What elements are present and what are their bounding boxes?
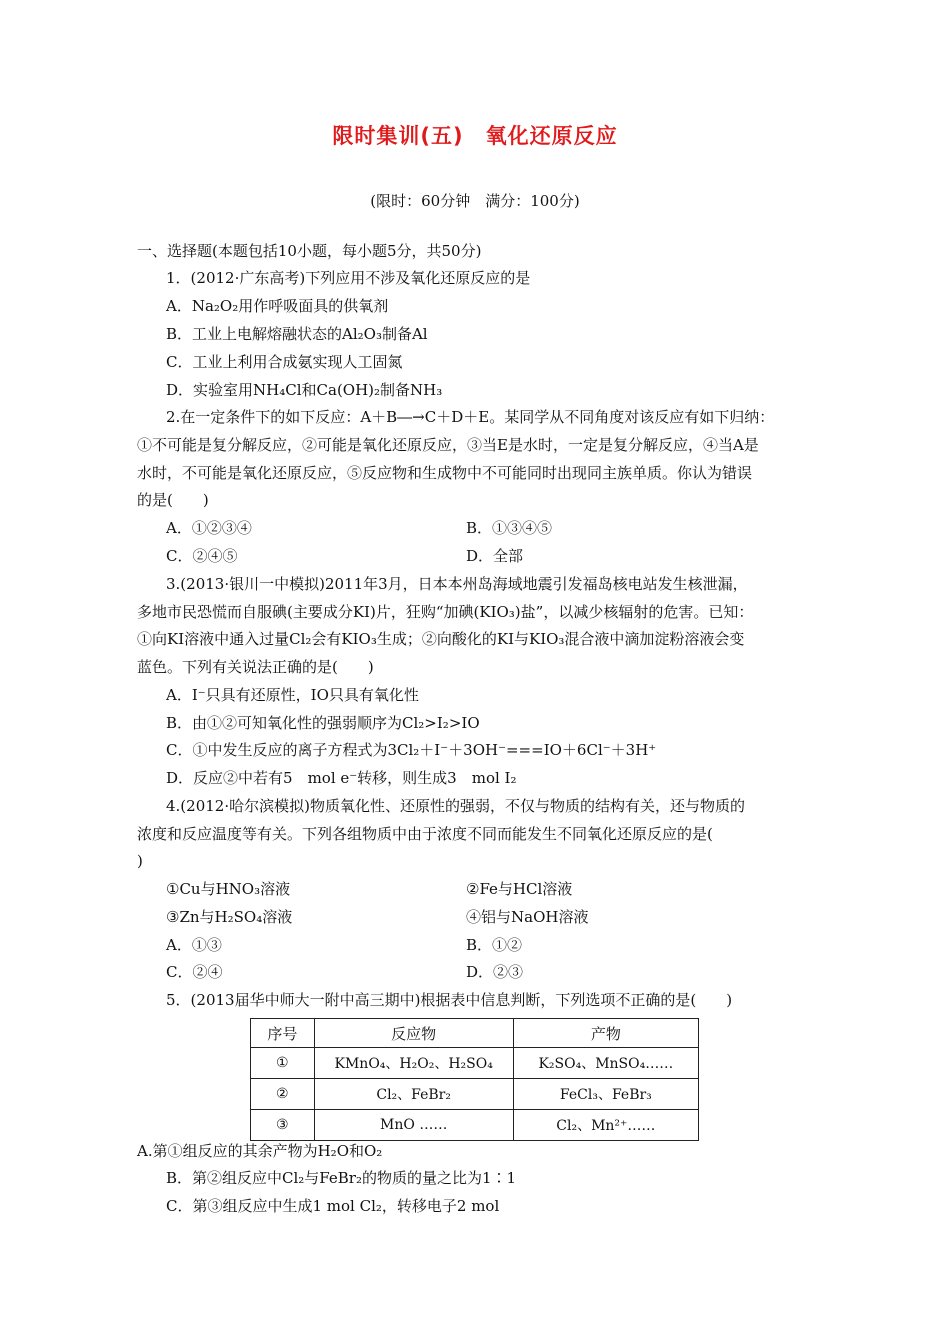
q3-option-d: D．反应②中若有5 mol e⁻转移，则生成3 mol I₂ <box>166 769 517 787</box>
q2-line-4: 的是( ) <box>137 491 209 509</box>
table-header-cell: 序号 <box>251 1019 315 1048</box>
q1-option-c: C．工业上利用合成氨实现人工固氮 <box>166 353 403 371</box>
q5-option-c: C．第③组反应中生成1 mol Cl₂，转移电子2 mol <box>166 1197 500 1215</box>
q2-option-b: B．①③④⑤ <box>466 519 553 537</box>
q2-line-2: ①不可能是复分解反应，②可能是氧化还原反应，③当E是水时，一定是复分解反应，④当A是 <box>137 436 759 454</box>
q4-item-4: ④铝与NaOH溶液 <box>466 908 589 926</box>
q4-item-3: ③Zn与H₂SO₄溶液 <box>166 908 293 926</box>
page-title <box>0 120 950 150</box>
q2-option-a: A．①②③④ <box>166 519 252 537</box>
time-score-info: (限时：60分钟 满分：100分) <box>370 192 580 210</box>
q5-option-b: B．第②组反应中Cl₂与FeBr₂的物质的量之比为1∶1 <box>166 1169 517 1187</box>
q1-option-b: B．工业上电解熔融状态的Al₂O₃制备Al <box>166 325 428 343</box>
reaction-table <box>250 1018 699 1141</box>
q3-line-3: ①向KI溶液中通入过量Cl₂会有KIO₃生成；②向酸化的KI与KIO₃混合液中滴加淀粉溶液会变 <box>137 630 745 648</box>
q4-option-b: B．①② <box>466 936 523 954</box>
q3-line-2: 多地市民恐慌而自服碘(主要成分KI)片，狂购“加碘(KIO₃)盐”，以减少核辐射的危害。已知： <box>137 603 754 621</box>
section-heading: 一、选择题(本题包括10小题，每小题5分，共50分) <box>137 242 482 260</box>
q2-line-3: 水时，不可能是氧化还原反应，⑤反应物和生成物中不可能同时出现同主族单质。你认为错误 <box>137 464 753 482</box>
q5-option-a: A.第①组反应的其余产物为H₂O和O₂ <box>137 1142 383 1160</box>
q3-option-c: C．①中发生反应的离子方程式为3Cl₂＋I⁻＋3OH⁻===IO＋6Cl⁻＋3H⁺ <box>166 741 657 759</box>
title-series: 限时集训(五) <box>332 124 464 148</box>
q3-line-1: 3.(2013·银川一中模拟)2011年3月，日本本州岛海域地震引发福岛核电站发生核泄漏， <box>166 575 748 593</box>
table-row <box>251 1079 699 1110</box>
q2-option-c: C．②④⑤ <box>166 547 238 565</box>
table-row <box>251 1110 699 1141</box>
table-row <box>251 1048 699 1079</box>
q4-item-2: ②Fe与HCl溶液 <box>466 880 573 898</box>
q3-option-a: A．I⁻只具有还原性，IO只具有氧化性 <box>166 686 419 704</box>
q3-option-b: B．由①②可知氧化性的强弱顺序为Cl₂>I₂>IO <box>166 714 480 732</box>
title-topic: 氧化还原反应 <box>485 124 618 148</box>
table-header-cell: 反应物 <box>314 1019 513 1048</box>
q4-item-1: ①Cu与HNO₃溶液 <box>166 880 291 898</box>
q4-option-a: A．①③ <box>166 936 222 954</box>
q4-line-2: 浓度和反应温度等有关。下列各组物质中由于浓度不同而能发生不同氧化还原反应的是( <box>137 825 713 843</box>
table-cell: FeCl₃、FeBr₃ <box>513 1079 698 1110</box>
q4-line-1: 4.(2012·哈尔滨模拟)物质氧化性、还原性的强弱，不仅与物质的结构有关，还与物质的 <box>166 797 745 815</box>
table-cell: K₂SO₄、MnSO₄…… <box>513 1048 698 1079</box>
q2-option-d: D．全部 <box>466 547 524 565</box>
table-header-cell: 产物 <box>513 1019 698 1048</box>
q2-line-1: 2.在一定条件下的如下反应：A＋B―→C＋D＋E。某同学从不同角度对该反应有如下归纳： <box>166 408 775 426</box>
q5-stem: 5．(2013届华中师大一附中高三期中)根据表中信息判断，下列选项不正确的是( ) <box>166 991 733 1009</box>
table-cell: ③ <box>251 1110 315 1141</box>
table-cell: ② <box>251 1079 315 1110</box>
table-header-row <box>251 1019 699 1048</box>
q1-option-a: A．Na₂O₂用作呼吸面具的供氧剂 <box>166 297 389 315</box>
table-cell: ① <box>251 1048 315 1079</box>
q4-option-d: D．②③ <box>466 963 524 981</box>
q4-option-c: C．②④ <box>166 963 223 981</box>
q4-line-3: ) <box>137 852 143 870</box>
table-cell: KMnO₄、H₂O₂、H₂SO₄ <box>314 1048 513 1079</box>
q1-option-d: D．实验室用NH₄Cl和Ca(OH)₂制备NH₃ <box>166 381 443 399</box>
q3-line-4: 蓝色。下列有关说法正确的是( ) <box>137 658 374 676</box>
table-cell: MnO …… <box>314 1110 513 1141</box>
q1-stem: 1．(2012·广东高考)下列应用不涉及氧化还原反应的是 <box>166 269 531 287</box>
table-cell: Cl₂、FeBr₂ <box>314 1079 513 1110</box>
table-cell: Cl₂、Mn²⁺…… <box>513 1110 698 1141</box>
